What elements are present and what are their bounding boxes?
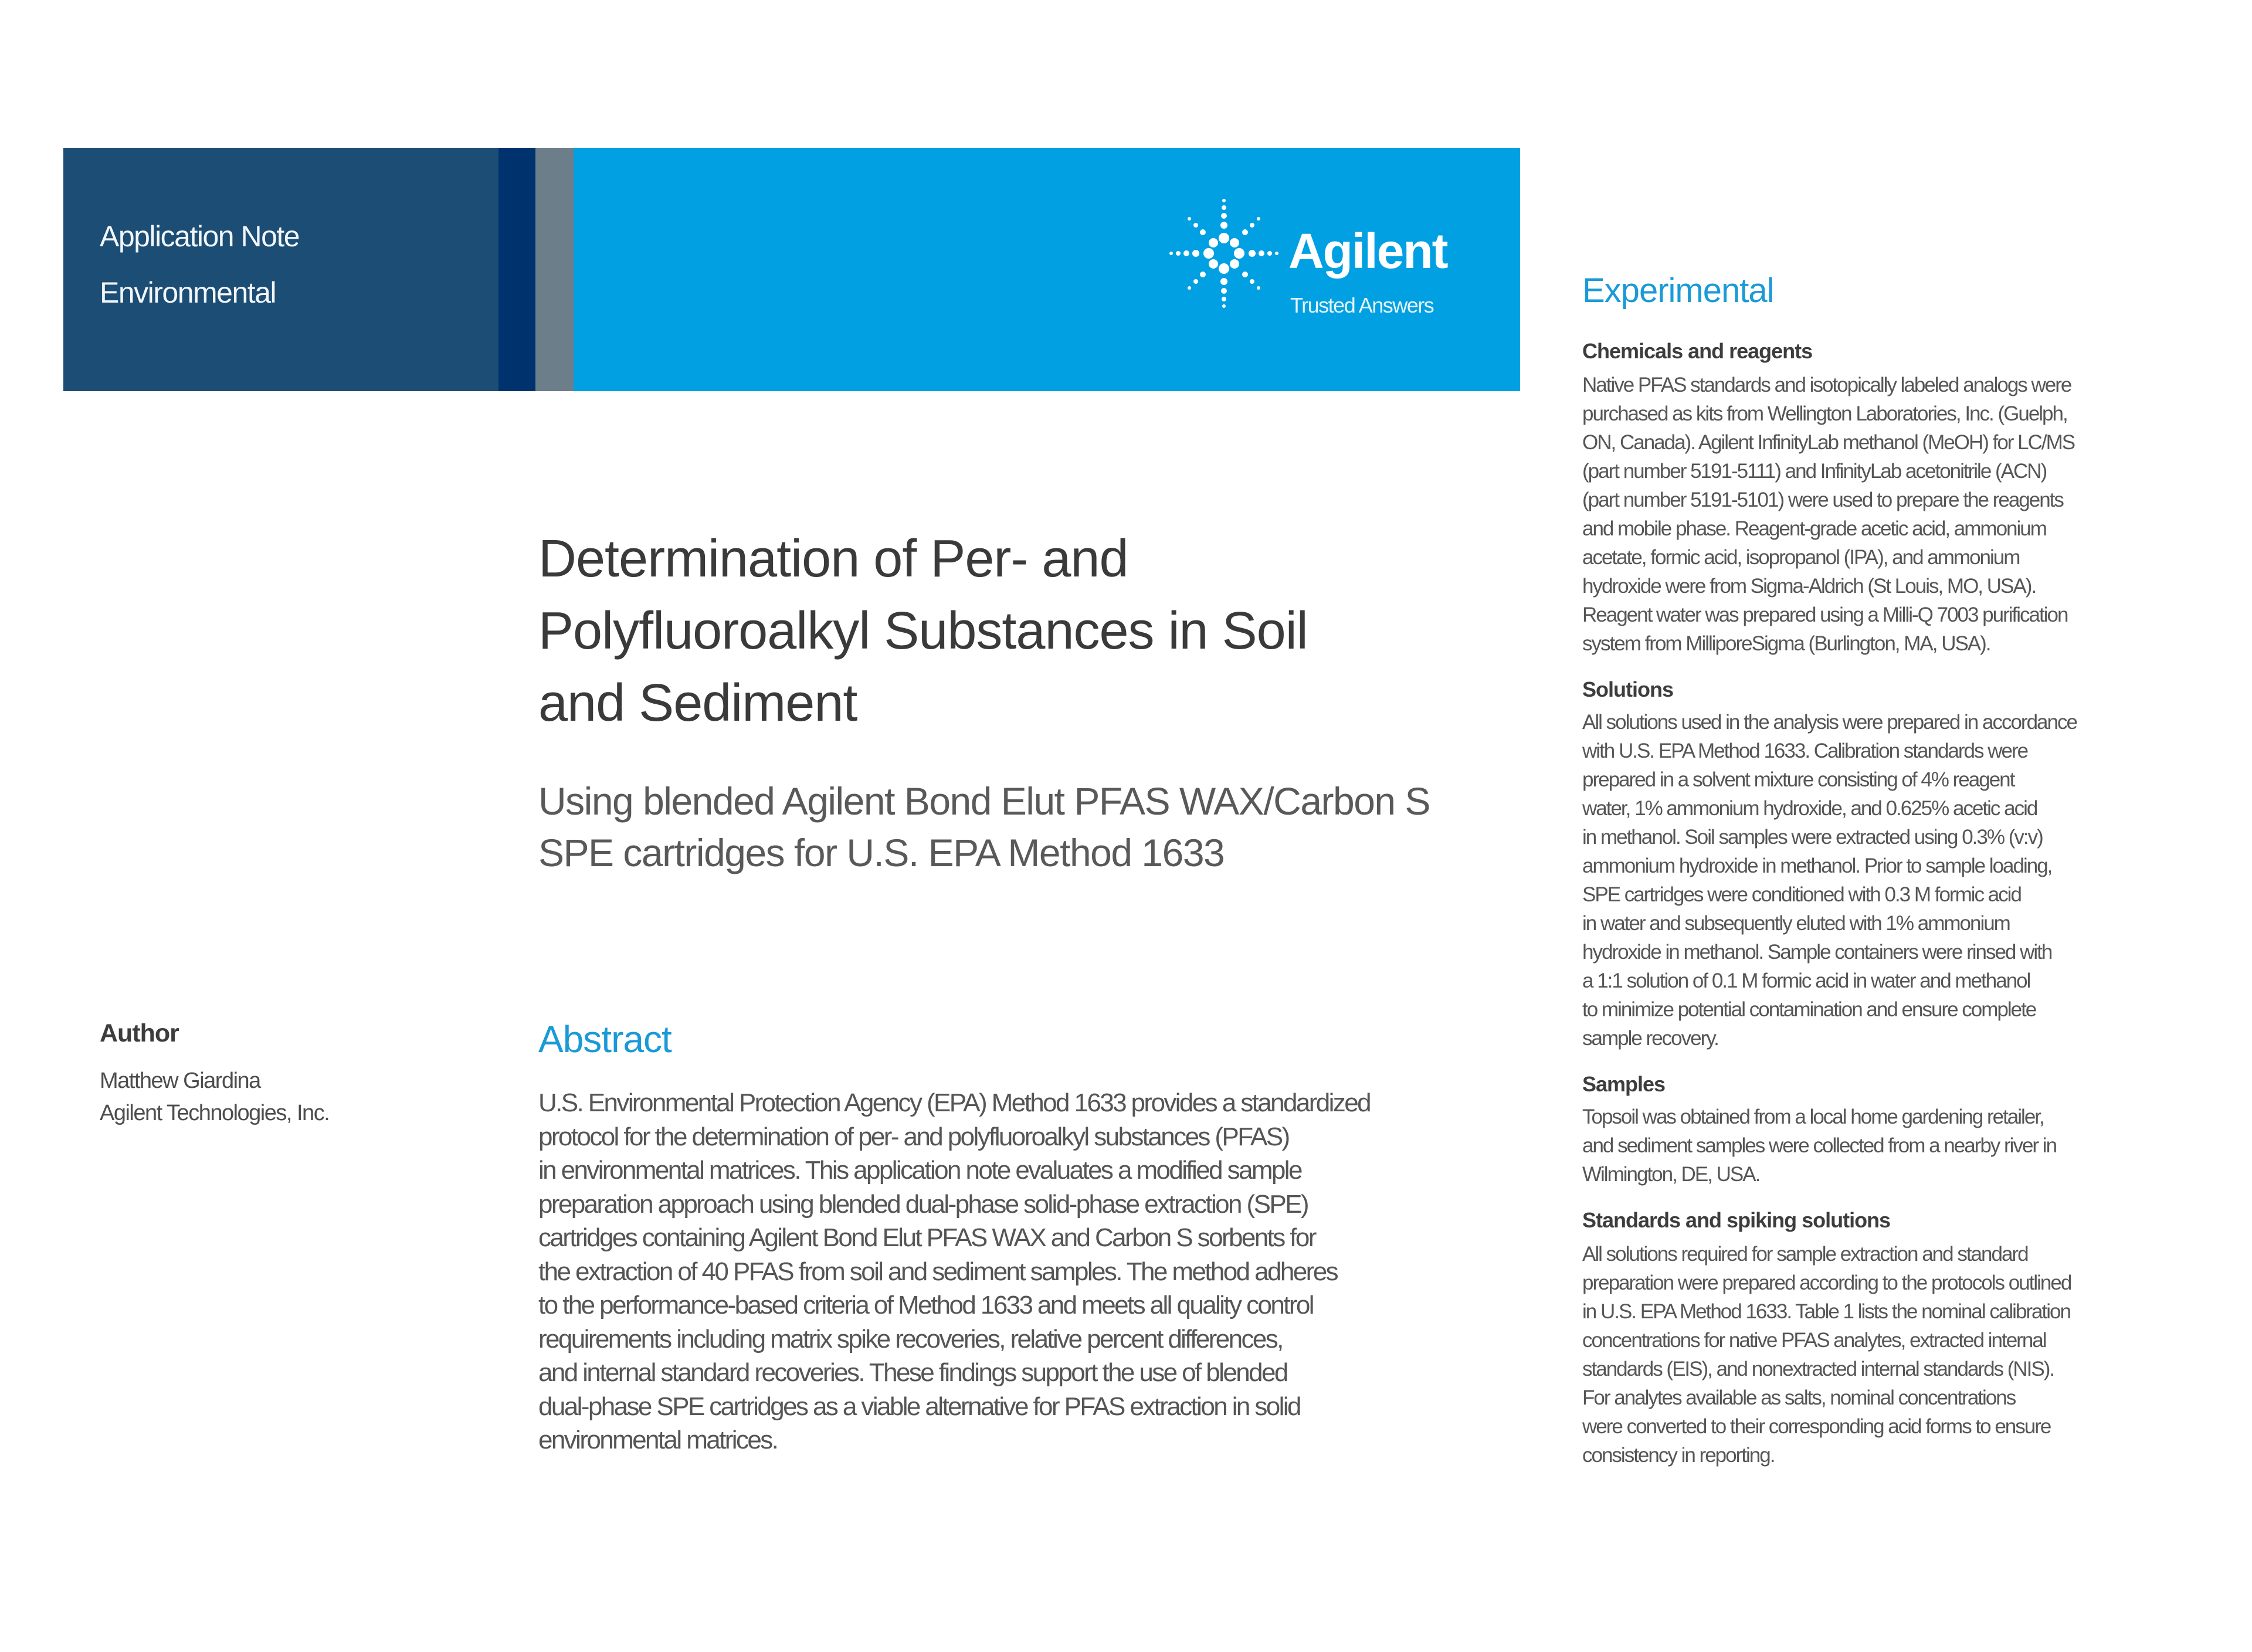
abstract-line: the extraction of 40 PFAS from soil and sediment samples. The method adheres xyxy=(538,1257,1337,1286)
abstract-line: and internal standard recoveries. These findings support the use of blended xyxy=(538,1358,1287,1387)
author-name: Matthew Giardina xyxy=(100,1068,260,1093)
section-body-standards xyxy=(1582,1240,2071,1470)
banner-stripe-navy xyxy=(498,148,535,391)
body-line: system from MilliporeSigma (Burlington, MA, USA). xyxy=(1582,632,1990,655)
section-body-chemicals xyxy=(1582,371,2074,658)
section-heading-standards: Standards and spiking solutions xyxy=(1582,1208,1891,1232)
abstract-heading: Abstract xyxy=(538,1018,671,1060)
body-line: hydroxide were from Sigma-Aldrich (St Louis, MO, USA). xyxy=(1582,575,2036,598)
author-heading: Author xyxy=(100,1019,179,1047)
abstract-line: environmental matrices. xyxy=(538,1426,778,1454)
subtitle-line: SPE cartridges for U.S. EPA Method 1633 xyxy=(538,831,1225,874)
experimental-heading: Experimental xyxy=(1582,272,1774,310)
body-line: preparation were prepared according to the protocols outlined xyxy=(1582,1271,2071,1294)
body-line: with U.S. EPA Method 1633. Calibration standards were xyxy=(1582,740,2028,762)
body-line: were converted to their corresponding acid forms to ensure xyxy=(1582,1415,2051,1438)
body-line: concentrations for native PFAS analytes, extracted internal xyxy=(1582,1329,2046,1352)
category-label: Environmental xyxy=(100,276,276,309)
body-line: to minimize potential contamination and ensure complete xyxy=(1582,998,2036,1021)
body-line: All solutions required for sample extraction and standard xyxy=(1582,1243,2028,1266)
agilent-logo xyxy=(1168,195,1450,335)
body-line: ON, Canada). Agilent InfinityLab methanol (MeOH) for LC/MS xyxy=(1582,431,2075,454)
body-line: (part number 5191-5101) were used to prepare the reagents xyxy=(1582,489,2063,511)
body-line: in water and subsequently eluted with 1% ammonium xyxy=(1582,912,2010,935)
body-line: standards (EIS), and nonextracted internal standards (NIS). xyxy=(1582,1358,2054,1380)
body-line: sample recovery. xyxy=(1582,1027,1718,1050)
body-line: acetate, formic acid, isopropanol (IPA), and ammonium xyxy=(1582,546,2020,569)
body-line: purchased as kits from Wellington Laboratories, Inc. (Guelph, xyxy=(1582,402,2067,425)
body-line: Topsoil was obtained from a local home gardening retailer, xyxy=(1582,1105,2044,1128)
agilent-spark-icon xyxy=(1168,195,1280,312)
body-line: prepared in a solvent mixture consisting of 4% reagent xyxy=(1582,768,2014,791)
brand-tagline: Trusted Answers xyxy=(1290,293,1434,317)
body-line: Wilmington, DE, USA. xyxy=(1582,1163,1760,1186)
header-banner xyxy=(63,148,1520,391)
banner-stripe-gray xyxy=(535,148,574,391)
title-line: Determination of Per- and xyxy=(538,530,1128,588)
body-line: SPE cartridges were conditioned with 0.3 M formic acid xyxy=(1582,883,2021,906)
section-heading-chemicals: Chemicals and reagents xyxy=(1582,339,1813,363)
subtitle-line: Using blended Agilent Bond Elut PFAS WAX/Carbon S xyxy=(538,779,1430,823)
body-line: Reagent water was prepared using a Milli-Q 7003 purification xyxy=(1582,603,2068,626)
title-line: and Sediment xyxy=(538,674,857,732)
body-line: ammonium hydroxide in methanol. Prior to sample loading, xyxy=(1582,854,2052,877)
banner-brand-panel xyxy=(574,148,1520,391)
document-title xyxy=(538,523,1506,740)
body-line: and mobile phase. Reagent-grade acetic acid, ammonium xyxy=(1582,517,2046,540)
body-line: Native PFAS standards and isotopically labeled analogs were xyxy=(1582,374,2071,396)
body-line: For analytes available as salts, nominal concentrations xyxy=(1582,1386,2016,1409)
body-line: and sediment samples were collected from a nearby river in xyxy=(1582,1134,2057,1157)
banner-label-panel xyxy=(63,148,498,391)
body-line: in methanol. Soil samples were extracted using 0.3% (v:v) xyxy=(1582,826,2043,849)
body-line: (part number 5191-5111) and InfinityLab acetonitrile (ACN) xyxy=(1582,460,2047,483)
abstract-line: preparation approach using blended dual-phase solid-phase extraction (SPE) xyxy=(538,1189,1308,1219)
abstract-line: dual-phase SPE cartridges as a viable alternative for PFAS extraction in solid xyxy=(538,1392,1300,1421)
section-heading-solutions: Solutions xyxy=(1582,677,1673,701)
body-line: hydroxide in methanol. Sample containers were rinsed with xyxy=(1582,941,2052,964)
abstract-line: in environmental matrices. This application note evaluates a modified sample xyxy=(538,1156,1301,1185)
title-line: Polyfluoroalkyl Substances in Soil xyxy=(538,602,1308,660)
body-line: consistency in reporting. xyxy=(1582,1444,1775,1467)
body-line: a 1:1 solution of 0.1 M formic acid in water and methanol xyxy=(1582,969,2030,992)
abstract-line: protocol for the determination of per- and polyfluoroalkyl substances (PFAS) xyxy=(538,1122,1289,1151)
abstract-line: requirements including matrix spike recoveries, relative percent differences, xyxy=(538,1324,1283,1354)
doc-type-label: Application Note xyxy=(100,220,300,253)
body-line: All solutions used in the analysis were prepared in accordance xyxy=(1582,711,2077,734)
body-line: in U.S. EPA Method 1633. Table 1 lists the nominal calibration xyxy=(1582,1300,2070,1323)
abstract-line: to the performance-based criteria of Method 1633 and meets all quality control xyxy=(538,1291,1313,1319)
author-organization: Agilent Technologies, Inc. xyxy=(100,1101,330,1125)
abstract-line: U.S. Environmental Protection Agency (EPA) Method 1633 provides a standardized xyxy=(538,1088,1370,1117)
section-body-samples xyxy=(1582,1103,2056,1189)
section-body-solutions xyxy=(1582,708,2077,1053)
abstract-line: cartridges containing Agilent Bond Elut PFAS WAX and Carbon S sorbents for xyxy=(538,1223,1315,1252)
body-line: water, 1% ammonium hydroxide, and 0.625% acetic acid xyxy=(1582,797,2037,820)
document-subtitle xyxy=(538,775,1535,878)
section-heading-samples: Samples xyxy=(1582,1072,1666,1096)
abstract-body xyxy=(538,1086,1500,1457)
brand-name: Agilent xyxy=(1288,223,1447,279)
